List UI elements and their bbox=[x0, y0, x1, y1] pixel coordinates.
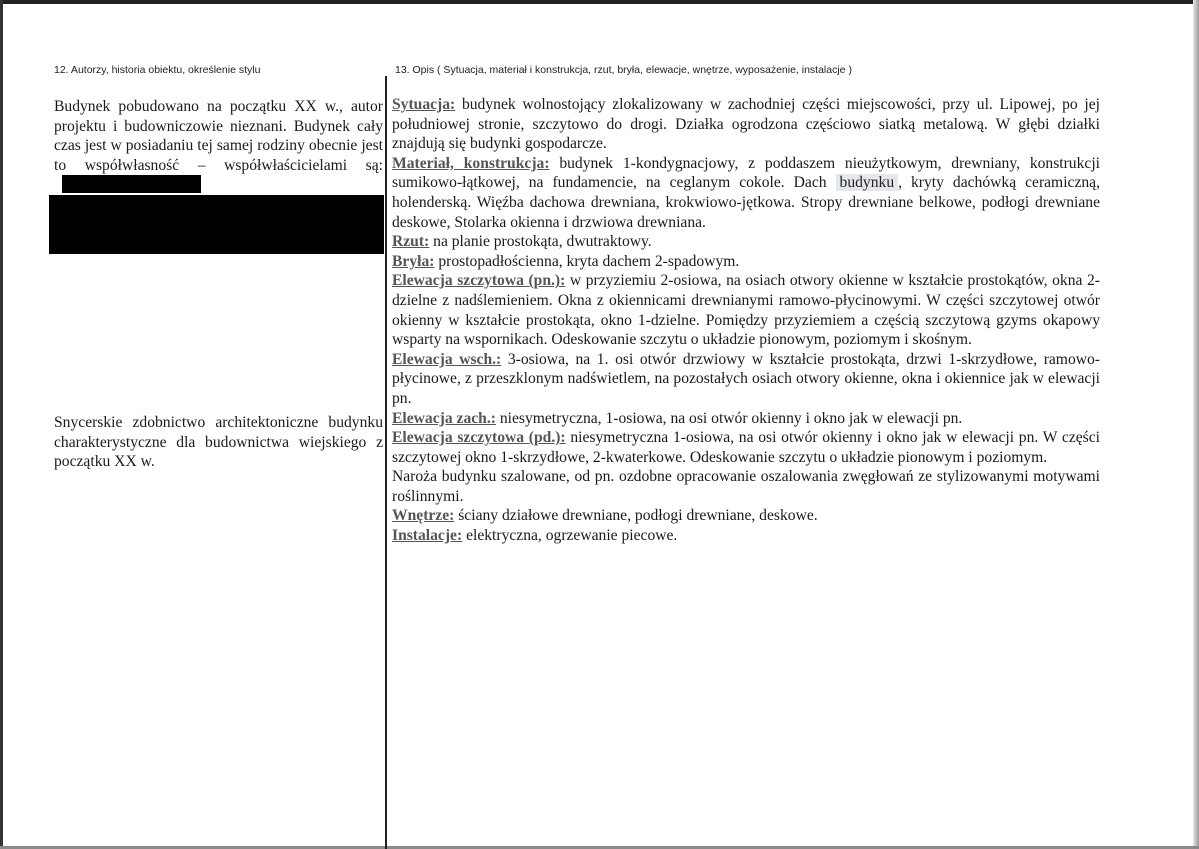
material-paragraph bbox=[392, 154, 1100, 232]
wnetrze-text: ściany działowe drewniane, podłogi drewniane, deskowe. bbox=[454, 507, 818, 525]
naroza-paragraph: Naroża budynku szalowane, od pn. ozdobne opracowanie oszalowania zwęgłowań ze stylizowanymi motywami roślinnymi. bbox=[392, 468, 1100, 505]
material-text-b: , kryty dachówką ceramiczną, holenderską. Więźba dachowa drewniana, krokwiowo-jętkowa. Stropy drewniane belkowe, podłogi drewniane deskowe, Stolarka okienna i drzwiowa drewniana. bbox=[392, 174, 1100, 231]
elewacja-pd-paragraph bbox=[392, 428, 1100, 467]
elewacja-zach-paragraph bbox=[392, 409, 1100, 429]
instalacje-label: Instalacje: bbox=[392, 527, 463, 545]
bryla-paragraph bbox=[392, 252, 1100, 272]
elewacja-pd-text: niesymetryczna 1-osiowa, na osi otwór okienny i okno jak w elewacji pn. W części szczytowej okno 1-skrzydłowe, 2-kwaterkowe. Odeskowanie szczytu o układzie pionowym i poziomym. bbox=[392, 429, 1100, 466]
scan-edge-right bbox=[1193, 0, 1199, 849]
section-12-header: 12. Autorzy, historia obiektu, określenie stylu bbox=[54, 64, 261, 76]
instalacje-text: elektryczna, ogrzewanie piecowe. bbox=[462, 527, 678, 545]
redaction-block bbox=[49, 195, 384, 254]
elewacja-pn-paragraph bbox=[392, 271, 1100, 349]
history-text: Budynek pobudowano na początku XX w., autor projektu i budowniczowie nieznani. Budynek cały czas jest w posiadaniu tej samej rodziny obecnie jest to współwłasność – współwłaścicielami są: bbox=[54, 98, 383, 174]
material-label: Materiał, konstrukcja: bbox=[392, 154, 550, 172]
style-paragraph bbox=[54, 413, 383, 472]
elewacja-pn-label: Elewacja szczytowa (pn.): bbox=[392, 272, 566, 290]
elewacja-pd-label: Elewacja szczytowa (pd.): bbox=[392, 429, 566, 447]
scan-edge-top bbox=[0, 0, 1199, 4]
wnetrze-paragraph bbox=[392, 506, 1100, 526]
style-text: Snycerskie zdobnictwo architektoniczne budynku charakterystyczne dla budownictwa wiejskiego z początku XX w. bbox=[54, 414, 383, 471]
sytuacja-paragraph bbox=[392, 95, 1100, 154]
history-paragraph bbox=[54, 97, 383, 195]
elewacja-pn-text: w przyziemiu 2-osiowa, na osiach otwory okienne w kształcie prostokątów, okna 2-dzielne z nadślemieniem. Okna z okiennicami drewnianymi ramowo-płycinowymi. W części szczytowej otwór okienny w kształcie prostokąta, okno 1-dzielne. Pomiędzy przyziemiem a częścią szczytową gzyms okapowy wsparty na wspornikach. Odeskowanie szczytu o układzie pionowym, poziomym i skośnym. bbox=[392, 272, 1100, 349]
sytuacja-text: budynek wolnostojący zlokalizowany w zachodniej części miejscowości, przy ul. Lipowej, po jej południowej stronie, szczytowo do drogi. Działka ogrodzona częściowo siatką metalową. W głębi działki znajdują się budynki gospodarcze. bbox=[392, 96, 1100, 153]
scan-edge-left bbox=[0, 0, 3, 849]
elewacja-wsch-label: Elewacja wsch.: bbox=[392, 350, 502, 368]
elewacja-wsch-paragraph bbox=[392, 350, 1100, 409]
column-divider bbox=[385, 76, 387, 849]
sytuacja-label: Sytuacja: bbox=[392, 96, 456, 113]
instalacje-paragraph bbox=[392, 526, 1100, 546]
bryla-text: prostopadłościenna, kryta dachem 2-spadowym. bbox=[434, 252, 740, 270]
description-text bbox=[392, 95, 1100, 546]
rzut-paragraph bbox=[392, 232, 1100, 252]
elewacja-zach-text: niesymetryczna, 1-osiowa, na osi otwór okienny i okno jak w elewacji pn. bbox=[495, 409, 963, 427]
material-text-a: budynek 1-kondygnacjowy, z poddaszem nieużytkowym, drewniany, konstrukcji sumikowo-łątkowej, na fundamencie, na ceglanym cokole. Dach bbox=[392, 154, 1100, 192]
wnetrze-label: Wnętrze: bbox=[392, 507, 455, 525]
material-highlight: budynku bbox=[836, 174, 899, 191]
elewacja-zach-label: Elewacja zach.: bbox=[392, 409, 496, 427]
section-13-header: 13. Opis ( Sytuacja, materiał i konstrukcja, rzut, bryła, elewacje, wnętrze, wyposażenie, instalacje ) bbox=[395, 64, 852, 76]
rzut-text: na planie prostokąta, dwutraktowy. bbox=[429, 233, 652, 251]
rzut-label: Rzut: bbox=[392, 233, 430, 251]
elewacja-wsch-text: 3-osiowa, na 1. osi otwór drzwiowy w kształcie prostokąta, drzwi 1-skrzydłowe, ramowo-płycinowe, z przeszklonym nadświetlem, na pozostałych osiach otwory okienne, okna i okiennice jak w elewacji pn. bbox=[392, 350, 1100, 407]
redaction-inline bbox=[62, 175, 201, 193]
bryla-label: Bryła: bbox=[392, 252, 435, 270]
